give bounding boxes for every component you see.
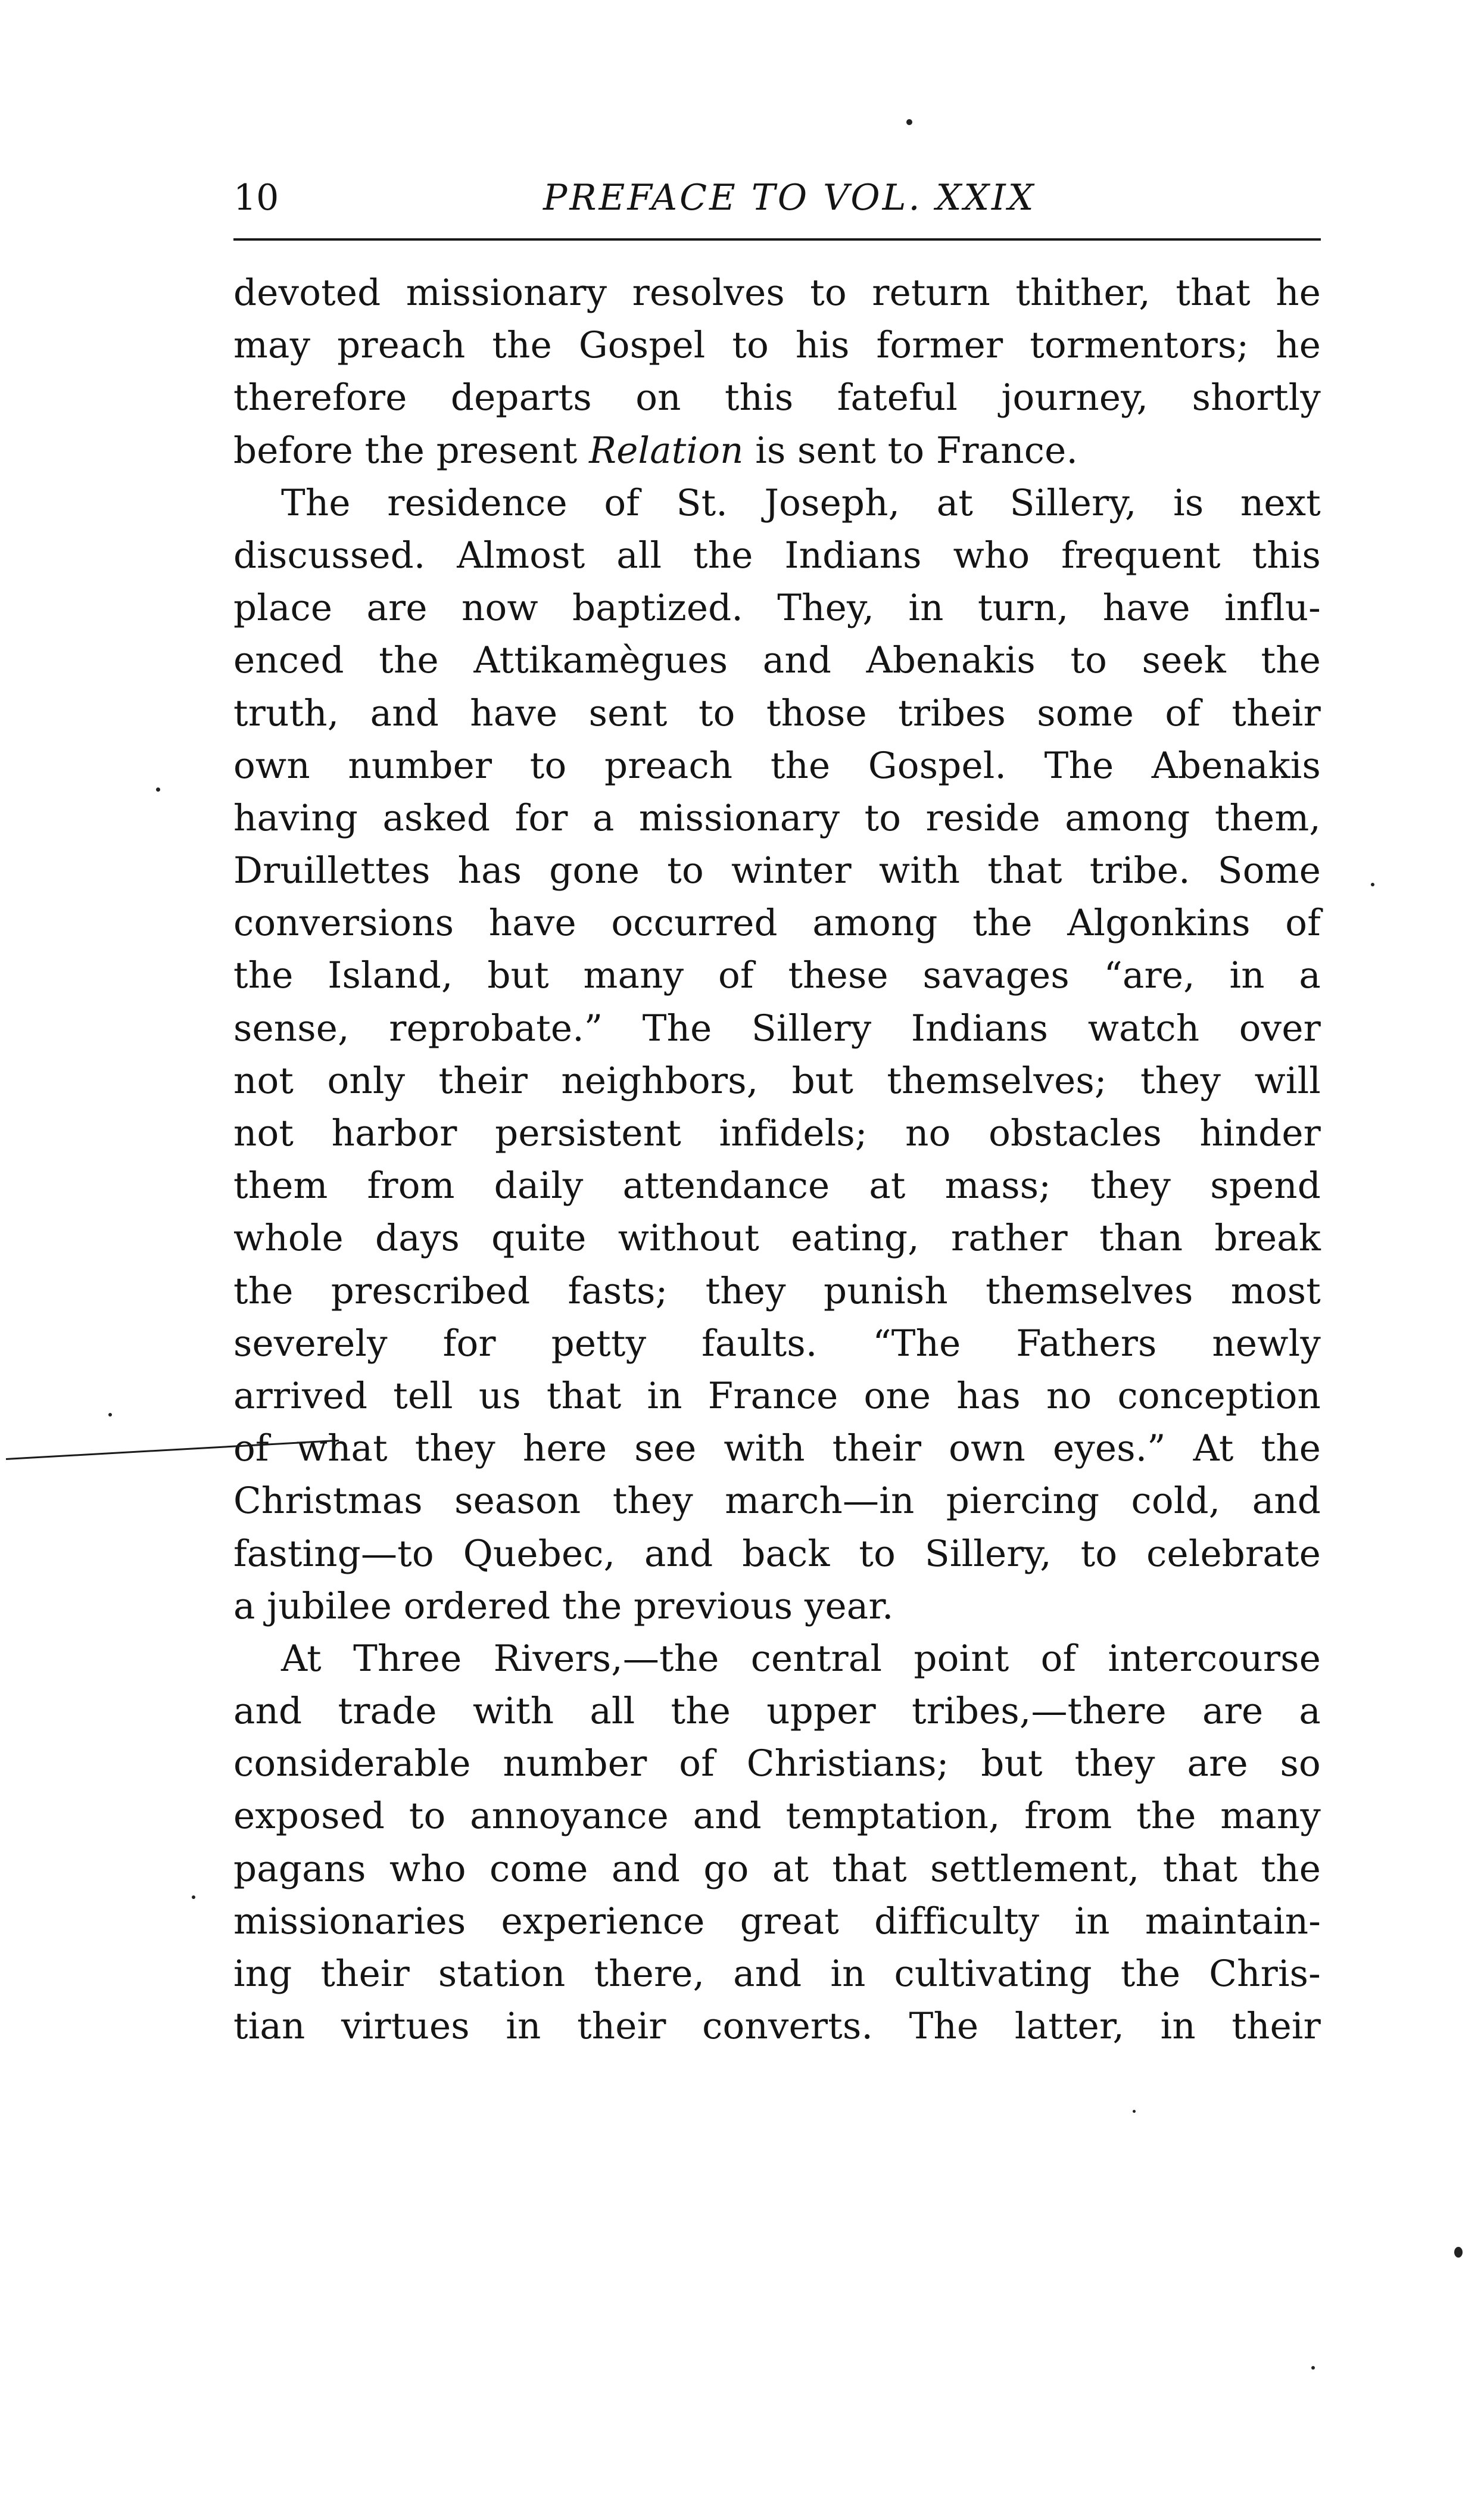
- text-line: The residence of St. Joseph, at Sillery, is next: [281, 481, 1321, 524]
- text-line: considerable number of Christians; but they are so: [233, 1742, 1321, 1785]
- text-line: conversions have occurred among the Algonkins of: [233, 902, 1321, 945]
- text-line: own number to preach the Gospel. The Abenakis: [233, 744, 1321, 787]
- text-line: pagans who come and go at that settlement, that the: [233, 1847, 1321, 1890]
- text-line: not only their neighbors, but themselves; they will: [233, 1059, 1321, 1102]
- text-line: not harbor persistent infidels; no obstacles hinder: [233, 1112, 1321, 1154]
- text-line: and trade with all the upper tribes,—there are a: [233, 1690, 1321, 1733]
- text-line: exposed to annoyance and temptation, from the many: [233, 1795, 1321, 1838]
- text-line: Christmas season they march—in piercing cold, and: [233, 1480, 1321, 1523]
- body-text: [233, 267, 1321, 2053]
- text-line: ing their station there, and in cultivating the Chris-: [233, 1953, 1321, 1995]
- scan-speck: [1454, 2247, 1463, 2258]
- text-line: sense, reprobate.” The Sillery Indians watch over: [233, 1007, 1321, 1050]
- text-line: the Island, but many of these savages “are, in a: [233, 954, 1321, 997]
- text-line: a jubilee ordered the previous year.: [233, 1584, 894, 1627]
- scan-speck: [1133, 2110, 1136, 2113]
- text-line: devoted missionary resolves to return thither, that he: [233, 272, 1321, 314]
- page-number: 10: [233, 177, 279, 219]
- scan-speck: [108, 1413, 112, 1417]
- text-line: them from daily attendance at mass; they spend: [233, 1165, 1321, 1207]
- text-line: discussed. Almost all the Indians who frequent this: [233, 534, 1321, 577]
- text-line: having asked for a missionary to reside among them,: [233, 796, 1321, 839]
- text-line: enced the Attikamègues and Abenakis to seek the: [233, 639, 1321, 682]
- text-line: arrived tell us that in France one has no conception: [233, 1374, 1321, 1417]
- text-line: may preach the Gospel to his former tormentors; he: [233, 324, 1321, 367]
- text-line: of what they here see with their own eyes.” At the: [233, 1427, 1321, 1470]
- text-line: the prescribed fasts; they punish themselves most: [233, 1269, 1321, 1312]
- scan-speck: [156, 787, 160, 792]
- text-line: tian virtues in their converts. The latter, in their: [233, 2005, 1321, 2048]
- text-line: At Three Rivers,—the central point of intercourse: [281, 1637, 1321, 1680]
- italic-title: Relation: [589, 429, 744, 472]
- scan-speck: [1371, 883, 1374, 886]
- text-line: place are now baptized. They, in turn, have influ-: [233, 587, 1321, 630]
- text-line: fasting—to Quebec, and back to Sillery, to celebrate: [233, 1532, 1321, 1575]
- text-line: severely for petty faults. “The Fathers newly: [233, 1322, 1321, 1365]
- header-rule: [233, 238, 1321, 241]
- text-line: missionaries experience great difficulty in maintain-: [233, 1900, 1321, 1942]
- running-title: PREFACE TO VOL. XXIX: [543, 177, 1036, 219]
- text-line: truth, and have sent to those tribes some of their: [233, 692, 1321, 734]
- scan-speck: [906, 119, 912, 125]
- text-line: whole days quite without eating, rather than break: [233, 1217, 1321, 1260]
- text-line: before the present Relation is sent to France.: [233, 429, 1078, 472]
- scan-speck: [1311, 2366, 1315, 2370]
- running-head: [233, 174, 1317, 222]
- text-line: therefore departs on this fateful journey, shortly: [233, 376, 1321, 419]
- text-line: Druillettes has gone to winter with that tribe. Some: [233, 849, 1321, 892]
- scan-speck: [192, 1895, 195, 1899]
